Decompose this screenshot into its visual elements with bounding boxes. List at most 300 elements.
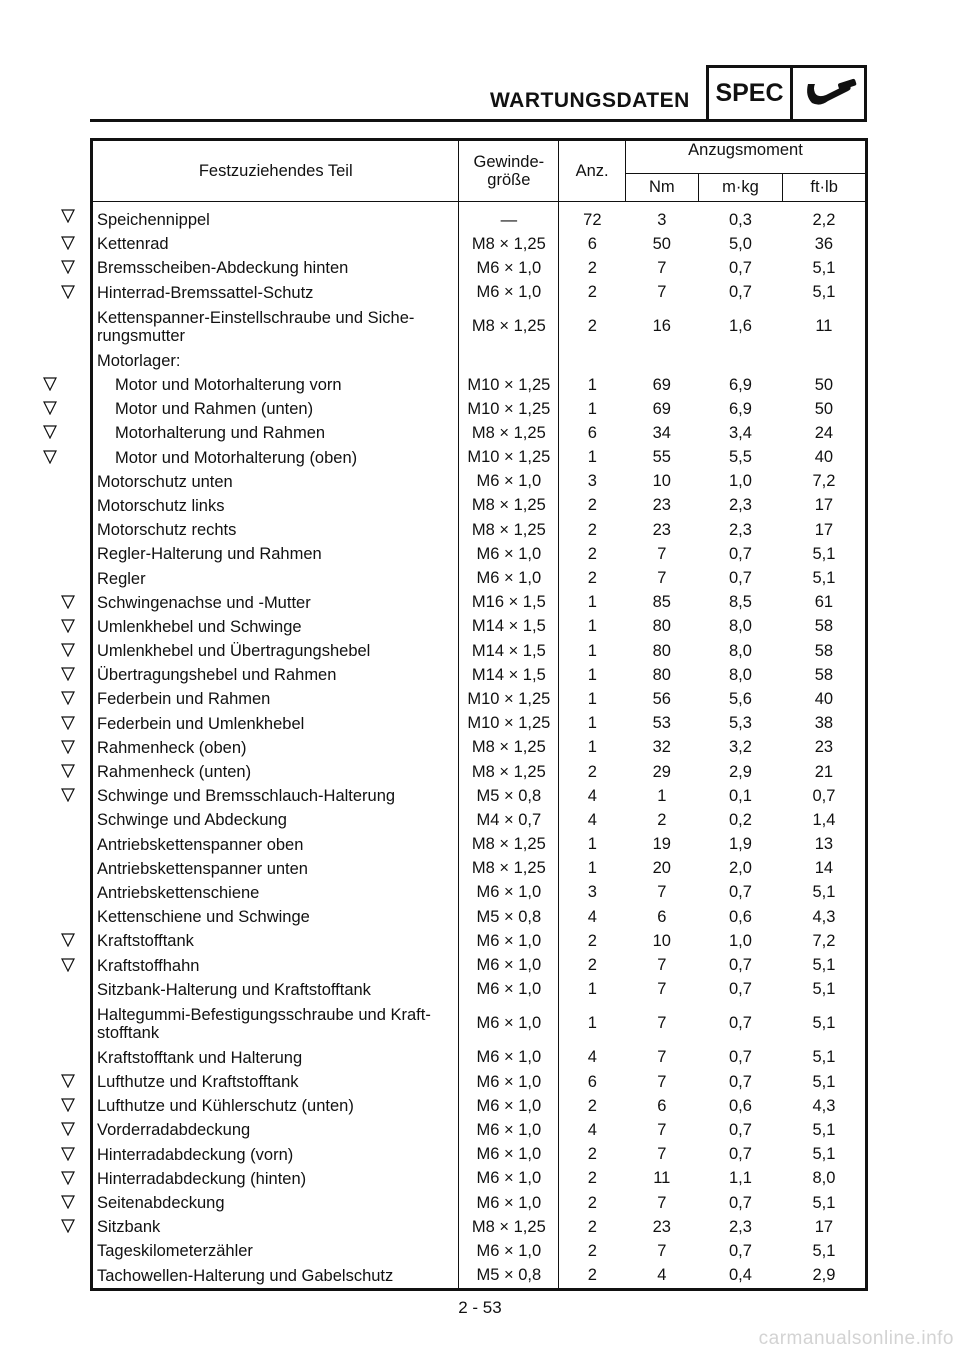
part-name: Schwinge und Bremsschlauch-Halterung [97, 787, 396, 806]
thread-cell: M14 × 1,5 [459, 639, 559, 663]
torque-nm-cell: 7 [657, 1014, 667, 1033]
torque-mkg-cell: 0,7 [729, 569, 752, 588]
part-name-cell [92, 494, 459, 518]
qty-cell: 4 [587, 810, 597, 829]
part-name: Antriebskettenspanner unten [97, 859, 308, 878]
torque-nm-cell: 2 [657, 810, 667, 829]
torque-ftlb-cell: 5,1 [812, 1048, 836, 1067]
torque-mkg-cell: 0,6 [729, 1096, 752, 1115]
torque-mkg-cell: 0,3 [729, 210, 752, 229]
torque-ftlb-cell: 5,1 [812, 258, 836, 277]
torque-ftlb-cell: 5,1 [812, 956, 836, 975]
thread-cell: M6 × 1,0 [459, 1094, 559, 1118]
triangle-mark-icon [61, 619, 75, 633]
qty-cell: 4 [587, 907, 597, 926]
col-header-thread: Gewinde- größe [459, 140, 559, 202]
part-name: Motorschutz unten [97, 472, 233, 491]
torque-ftlb-cell: 36 [814, 234, 834, 253]
torque-nm-cell: 55 [652, 448, 671, 467]
part-name-cell [92, 232, 459, 256]
triangle-mark-icon [61, 716, 75, 730]
triangle-mark-icon [61, 643, 75, 657]
part-name: Bremsscheiben-Abdeckung hinten [97, 259, 349, 278]
part-name: Hinterradabdeckung (vorn) [97, 1145, 294, 1164]
table-row [92, 639, 867, 663]
torque-ftlb-cell: 5,1 [812, 1120, 836, 1139]
part-name-cell [92, 760, 459, 784]
part-name-cell [92, 542, 459, 566]
torque-ftlb-cell: 21 [814, 762, 834, 781]
thread-cell: M8 × 1,25 [459, 518, 559, 542]
col-header-ftlb: ft·lb [783, 174, 867, 202]
table-row [92, 281, 867, 305]
torque-nm-cell [625, 349, 698, 373]
qty-cell: 1 [587, 617, 597, 636]
part-name: Kraftstofftank [97, 932, 194, 951]
part-name: Lufthutze und Kühlerschutz (unten) [97, 1097, 354, 1116]
triangle-mark-icon [61, 595, 75, 609]
torque-mkg-cell: 0,7 [729, 1193, 752, 1212]
triangle-mark-icon [43, 401, 57, 415]
thread-cell: M10 × 1,25 [459, 687, 559, 711]
table-row [92, 349, 867, 373]
qty-cell: 6 [587, 423, 597, 442]
torque-mkg-cell: 0,4 [729, 1266, 752, 1285]
qty-cell: 1 [587, 714, 597, 733]
part-name-cell [92, 349, 459, 373]
part-name-cell [92, 281, 459, 305]
qty-cell: 2 [587, 283, 597, 302]
qty-cell: 2 [587, 1241, 597, 1260]
torque-ftlb-cell: 5,1 [812, 1072, 836, 1091]
torque-mkg-cell: 0,7 [729, 1241, 752, 1260]
part-name-cell [92, 1167, 459, 1191]
torque-mkg-cell: 0,7 [729, 1120, 752, 1139]
table-row [92, 663, 867, 687]
torque-ftlb-cell: 5,1 [812, 1145, 836, 1164]
table-row [92, 1046, 867, 1070]
torque-mkg-cell: 6,9 [729, 399, 752, 418]
part-name: Kettenschiene und Schwinge [97, 908, 310, 927]
qty-cell: 4 [587, 1048, 597, 1067]
page-number: 2 - 53 [458, 1298, 502, 1317]
table-row [92, 1002, 867, 1046]
torque-nm-cell: 10 [652, 931, 671, 950]
torque-nm-cell: 7 [657, 883, 667, 902]
part-name-cell [92, 1143, 459, 1167]
table-row [92, 1094, 867, 1118]
torque-mkg-cell: 1,9 [729, 835, 752, 854]
torque-nm-cell: 3 [657, 210, 667, 229]
torque-nm-cell: 80 [652, 641, 671, 660]
torque-mkg-cell: 0,1 [729, 786, 752, 805]
qty-cell: 2 [587, 1193, 597, 1212]
torque-nm-cell: 53 [652, 714, 671, 733]
part-name: Sitzbank-Halterung und Kraftstofftank [97, 980, 371, 999]
torque-nm-cell: 1 [657, 786, 667, 805]
torque-mkg-cell: 1,0 [729, 931, 752, 950]
thread-cell: M10 × 1,25 [459, 397, 559, 421]
part-name: Rahmenheck (oben) [97, 738, 247, 757]
part-name: Kraftstoffhahn [97, 956, 200, 975]
torque-nm-cell: 85 [652, 593, 671, 612]
qty-cell: 6 [587, 234, 597, 253]
watermark: carmanualsonline.info [758, 1328, 954, 1349]
torque-ftlb-cell: 24 [814, 423, 834, 442]
torque-ftlb-cell: 5,1 [812, 1241, 836, 1260]
torque-ftlb-cell: 40 [814, 689, 834, 708]
triangle-mark-icon [43, 425, 57, 439]
part-name: Umlenkhebel und Schwinge [97, 617, 302, 636]
qty-cell: 2 [587, 258, 597, 277]
torque-nm-cell: 7 [657, 1048, 667, 1067]
torque-ftlb-cell: 5,1 [812, 544, 836, 563]
torque-nm-cell: 69 [652, 399, 671, 418]
torque-mkg-cell: 2,9 [729, 762, 752, 781]
qty-cell [559, 349, 626, 373]
part-name-cell [92, 663, 459, 687]
qty-cell: 1 [587, 689, 597, 708]
torque-nm-cell: 29 [652, 762, 671, 781]
triangle-mark-icon [61, 740, 75, 754]
part-name-cell [92, 953, 459, 977]
thread-cell: M16 × 1,5 [459, 591, 559, 615]
torque-mkg-cell: 1,6 [729, 317, 752, 336]
part-name: Vorderradabdeckung [97, 1121, 251, 1140]
table-row [92, 397, 867, 421]
torque-nm-cell: 80 [652, 617, 671, 636]
table-row [92, 784, 867, 808]
spec-badge [706, 65, 867, 122]
triangle-mark-icon [61, 667, 75, 681]
col-header-nm: Nm [625, 174, 698, 202]
thread-cell: M6 × 1,0 [459, 1143, 559, 1167]
part-name-cell [92, 397, 459, 421]
torque-ftlb-cell: 5,1 [812, 883, 836, 902]
torque-nm-cell: 7 [657, 258, 667, 277]
wrench-icon [793, 68, 864, 119]
torque-nm-cell: 7 [657, 1120, 667, 1139]
torque-mkg-cell: 5,3 [729, 714, 752, 733]
part-name-cell [92, 305, 459, 349]
thread-cell: M6 × 1,0 [459, 256, 559, 280]
thread-cell: M6 × 1,0 [459, 1118, 559, 1142]
part-name: Motor und Motorhalterung (oben) [115, 448, 358, 467]
thread-cell: M8 × 1,25 [459, 494, 559, 518]
torque-mkg-cell: 2,3 [729, 520, 752, 539]
torque-nm-cell: 56 [652, 689, 671, 708]
torque-nm-cell: 50 [652, 234, 671, 253]
part-name-cell [92, 687, 459, 711]
part-name: Regler-Halterung und Rahmen [97, 545, 322, 564]
torque-ftlb-cell: 4,3 [812, 907, 836, 926]
torque-mkg-cell: 8,0 [729, 617, 752, 636]
thread-cell: M4 × 0,7 [459, 808, 559, 832]
part-name: Speichennippel [97, 211, 210, 230]
qty-cell: 2 [587, 956, 597, 975]
part-name: Motorlager: [97, 351, 181, 370]
part-name: Schwingenachse und -Mutter [97, 593, 311, 612]
torque-mkg-cell: 0,7 [729, 1072, 752, 1091]
triangle-mark-icon [61, 958, 75, 972]
thread-cell: M6 × 1,0 [459, 566, 559, 590]
torque-nm-cell: 7 [657, 1241, 667, 1260]
part-name: Tageskilometerzähler [97, 1242, 253, 1261]
col-header-torque: Anzugsmoment [625, 140, 866, 174]
part-name-cell [92, 905, 459, 929]
triangle-mark-icon [61, 691, 75, 705]
torque-nm-cell: 7 [657, 569, 667, 588]
torque-nm-cell: 20 [652, 859, 671, 878]
torque-ftlb-cell: 2,2 [812, 210, 836, 229]
qty-cell: 1 [587, 859, 597, 878]
part-name: Motorhalterung und Rahmen [115, 424, 326, 443]
torque-ftlb-cell: 5,1 [812, 1014, 836, 1033]
part-name: Regler [97, 569, 146, 588]
triangle-mark-icon [61, 764, 75, 778]
qty-cell: 2 [587, 931, 597, 950]
table-row [92, 760, 867, 784]
torque-nm-cell: 6 [657, 1096, 667, 1115]
triangle-mark-icon [43, 450, 57, 464]
part-name-cell [92, 1215, 459, 1239]
table-row [92, 446, 867, 470]
torque-ftlb-cell: 7,2 [812, 472, 836, 491]
table-body [92, 202, 867, 1290]
torque-mkg-cell: 0,2 [729, 810, 752, 829]
part-name: Übertragungshebel und Rahmen [97, 666, 337, 685]
torque-ftlb-cell: 4,3 [812, 1096, 836, 1115]
table-row [92, 1143, 867, 1167]
qty-cell: 2 [587, 569, 597, 588]
thread-cell: M8 × 1,25 [459, 305, 559, 349]
torque-ftlb-cell: 0,7 [812, 786, 836, 805]
part-name: Motorschutz rechts [97, 521, 237, 540]
part-name-cell [92, 421, 459, 445]
part-name: Motorschutz links [97, 496, 225, 515]
part-name-cell [92, 446, 459, 470]
triangle-mark-icon [61, 1171, 75, 1185]
thread-cell: M5 × 0,8 [459, 905, 559, 929]
torque-ftlb-cell: 5,1 [812, 283, 836, 302]
thread-cell: M8 × 1,25 [459, 833, 559, 857]
qty-cell: 2 [587, 1096, 597, 1115]
torque-nm-cell: 6 [657, 907, 667, 926]
thread-cell: M6 × 1,0 [459, 881, 559, 905]
torque-mkg-cell: 8,0 [729, 665, 752, 684]
table-row [92, 305, 867, 349]
triangle-mark-icon [61, 1122, 75, 1136]
triangle-mark-icon [61, 1195, 75, 1209]
part-name-cell [92, 784, 459, 808]
qty-cell: 3 [587, 472, 597, 491]
torque-nm-cell: 10 [652, 472, 671, 491]
thread-cell: M6 × 1,0 [459, 542, 559, 566]
torque-nm-cell: 69 [652, 375, 671, 394]
torque-mkg-cell: 0,7 [729, 1048, 752, 1067]
table-row [92, 687, 867, 711]
part-name: Rahmenheck (unten) [97, 763, 252, 782]
thread-cell: M8 × 1,25 [459, 1215, 559, 1239]
table-row [92, 978, 867, 1002]
part-name: Kraftstofftank und Halterung [97, 1048, 303, 1067]
torque-mkg-cell: 5,6 [729, 689, 752, 708]
table-row [92, 566, 867, 590]
qty-cell: 2 [587, 317, 597, 336]
torque-ftlb-cell: 5,1 [812, 980, 836, 999]
table-row [92, 881, 867, 905]
header-rule [90, 119, 706, 122]
torque-ftlb-cell: 5,1 [812, 1193, 836, 1212]
table-row [92, 615, 867, 639]
qty-cell: 2 [587, 1169, 597, 1188]
table-row [92, 1070, 867, 1094]
torque-nm-cell: 7 [657, 283, 667, 302]
torque-mkg-cell: 0,7 [729, 544, 752, 563]
part-name-cell [92, 1070, 459, 1094]
torque-ftlb-cell: 13 [814, 835, 834, 854]
torque-nm-cell: 11 [653, 1169, 671, 1188]
qty-cell: 2 [587, 520, 597, 539]
torque-nm-cell: 16 [652, 317, 671, 336]
part-name: Antriebskettenschiene [97, 883, 260, 902]
table-row [92, 833, 867, 857]
thread-cell: M6 × 1,0 [459, 978, 559, 1002]
table-row [92, 202, 867, 233]
table-row [92, 905, 867, 929]
table-row [92, 857, 867, 881]
torque-ftlb-cell [783, 349, 867, 373]
part-name-cell [92, 929, 459, 953]
table-row [92, 1215, 867, 1239]
torque-nm-cell: 80 [652, 665, 671, 684]
torque-ftlb-cell: 7,2 [812, 931, 836, 950]
thread-cell: M6 × 1,0 [459, 1191, 559, 1215]
torque-mkg-cell: 5,0 [729, 234, 752, 253]
part-name-cell [92, 712, 459, 736]
torque-mkg-cell: 0,7 [729, 283, 752, 302]
torque-nm-cell: 23 [652, 496, 671, 515]
torque-nm-cell: 4 [657, 1266, 667, 1285]
part-name-cell [92, 1094, 459, 1118]
triangle-mark-icon [61, 1098, 75, 1112]
thread-cell: M6 × 1,0 [459, 1002, 559, 1046]
triangle-mark-icon [61, 209, 75, 223]
torque-ftlb-cell: 40 [814, 448, 834, 467]
part-name: Federbein und Rahmen [97, 690, 271, 709]
torque-nm-cell: 34 [652, 423, 671, 442]
table-row [92, 232, 867, 256]
torque-nm-cell: 23 [652, 520, 671, 539]
torque-ftlb-cell: 8,0 [812, 1169, 836, 1188]
triangle-mark-icon [61, 260, 75, 274]
qty-cell: 2 [587, 496, 597, 515]
triangle-mark-icon [61, 1147, 75, 1161]
torque-nm-cell: 7 [657, 980, 667, 999]
qty-cell: 2 [587, 762, 597, 781]
part-name: Hinterrad-Bremssattel-Schutz [97, 283, 314, 302]
qty-cell: 1 [587, 738, 597, 757]
torque-ftlb-cell: 50 [814, 375, 834, 394]
part-name-cell [92, 881, 459, 905]
thread-cell: M8 × 1,25 [459, 760, 559, 784]
torque-ftlb-cell: 17 [814, 1217, 834, 1236]
part-name: Haltegummi-Befestigungsschraube und Kraft- stofftank [97, 1005, 431, 1042]
table-row [92, 1191, 867, 1215]
part-name-cell [92, 808, 459, 832]
part-name-cell [92, 736, 459, 760]
part-name-cell [92, 518, 459, 542]
torque-mkg-cell: 0,7 [729, 956, 752, 975]
table-row [92, 542, 867, 566]
qty-cell: 1 [587, 448, 597, 467]
thread-cell: M6 × 1,0 [459, 1167, 559, 1191]
qty-cell: 1 [587, 375, 597, 394]
part-name-cell [92, 615, 459, 639]
torque-mkg-cell: 8,5 [729, 593, 752, 612]
part-name-cell [92, 978, 459, 1002]
triangle-mark-icon [61, 236, 75, 250]
qty-cell: 2 [587, 1217, 597, 1236]
torque-ftlb-cell: 5,1 [812, 569, 836, 588]
torque-nm-cell: 19 [652, 835, 671, 854]
table-row [92, 591, 867, 615]
part-name-cell [92, 639, 459, 663]
qty-cell: 1 [587, 835, 597, 854]
torque-nm-cell: 7 [657, 1072, 667, 1091]
thread-cell: M10 × 1,25 [459, 446, 559, 470]
table-row [92, 1264, 867, 1290]
thread-cell: M8 × 1,25 [459, 232, 559, 256]
torque-nm-cell: 7 [657, 1193, 667, 1212]
torque-ftlb-cell: 58 [814, 617, 834, 636]
spec-label: SPEC [709, 68, 793, 119]
thread-cell: M6 × 1,0 [459, 1239, 559, 1263]
part-name-cell [92, 202, 459, 233]
thread-cell: M6 × 1,0 [459, 953, 559, 977]
torque-ftlb-cell: 23 [814, 738, 834, 757]
qty-cell: 3 [587, 883, 597, 902]
torque-mkg-cell: 0,7 [729, 258, 752, 277]
torque-mkg-cell: 6,9 [729, 375, 752, 394]
torque-nm-cell: 7 [657, 956, 667, 975]
torque-ftlb-cell: 38 [814, 714, 834, 733]
col-header-qty: Anz. [559, 140, 626, 202]
thread-cell [459, 349, 559, 373]
table-row [92, 421, 867, 445]
table-row [92, 736, 867, 760]
triangle-mark-icon [61, 788, 75, 802]
torque-mkg-cell: 0,7 [729, 980, 752, 999]
thread-cell: M5 × 0,8 [459, 784, 559, 808]
table-row [92, 1167, 867, 1191]
table-row [92, 808, 867, 832]
part-name: Motor und Rahmen (unten) [115, 400, 314, 419]
thread-cell: M8 × 1,25 [459, 857, 559, 881]
col-header-mkg: m·kg [698, 174, 783, 202]
torque-mkg-cell: 2,0 [729, 859, 752, 878]
thread-cell: M6 × 1,0 [459, 470, 559, 494]
torque-mkg-cell: 1,0 [729, 472, 752, 491]
part-name-cell [92, 857, 459, 881]
table-row [92, 256, 867, 280]
part-name-cell [92, 1264, 459, 1290]
triangle-mark-icon [61, 933, 75, 947]
thread-cell: M5 × 0,8 [459, 1264, 559, 1290]
part-name-cell [92, 470, 459, 494]
torque-ftlb-cell: 14 [814, 859, 834, 878]
thread-cell: M10 × 1,25 [459, 373, 559, 397]
